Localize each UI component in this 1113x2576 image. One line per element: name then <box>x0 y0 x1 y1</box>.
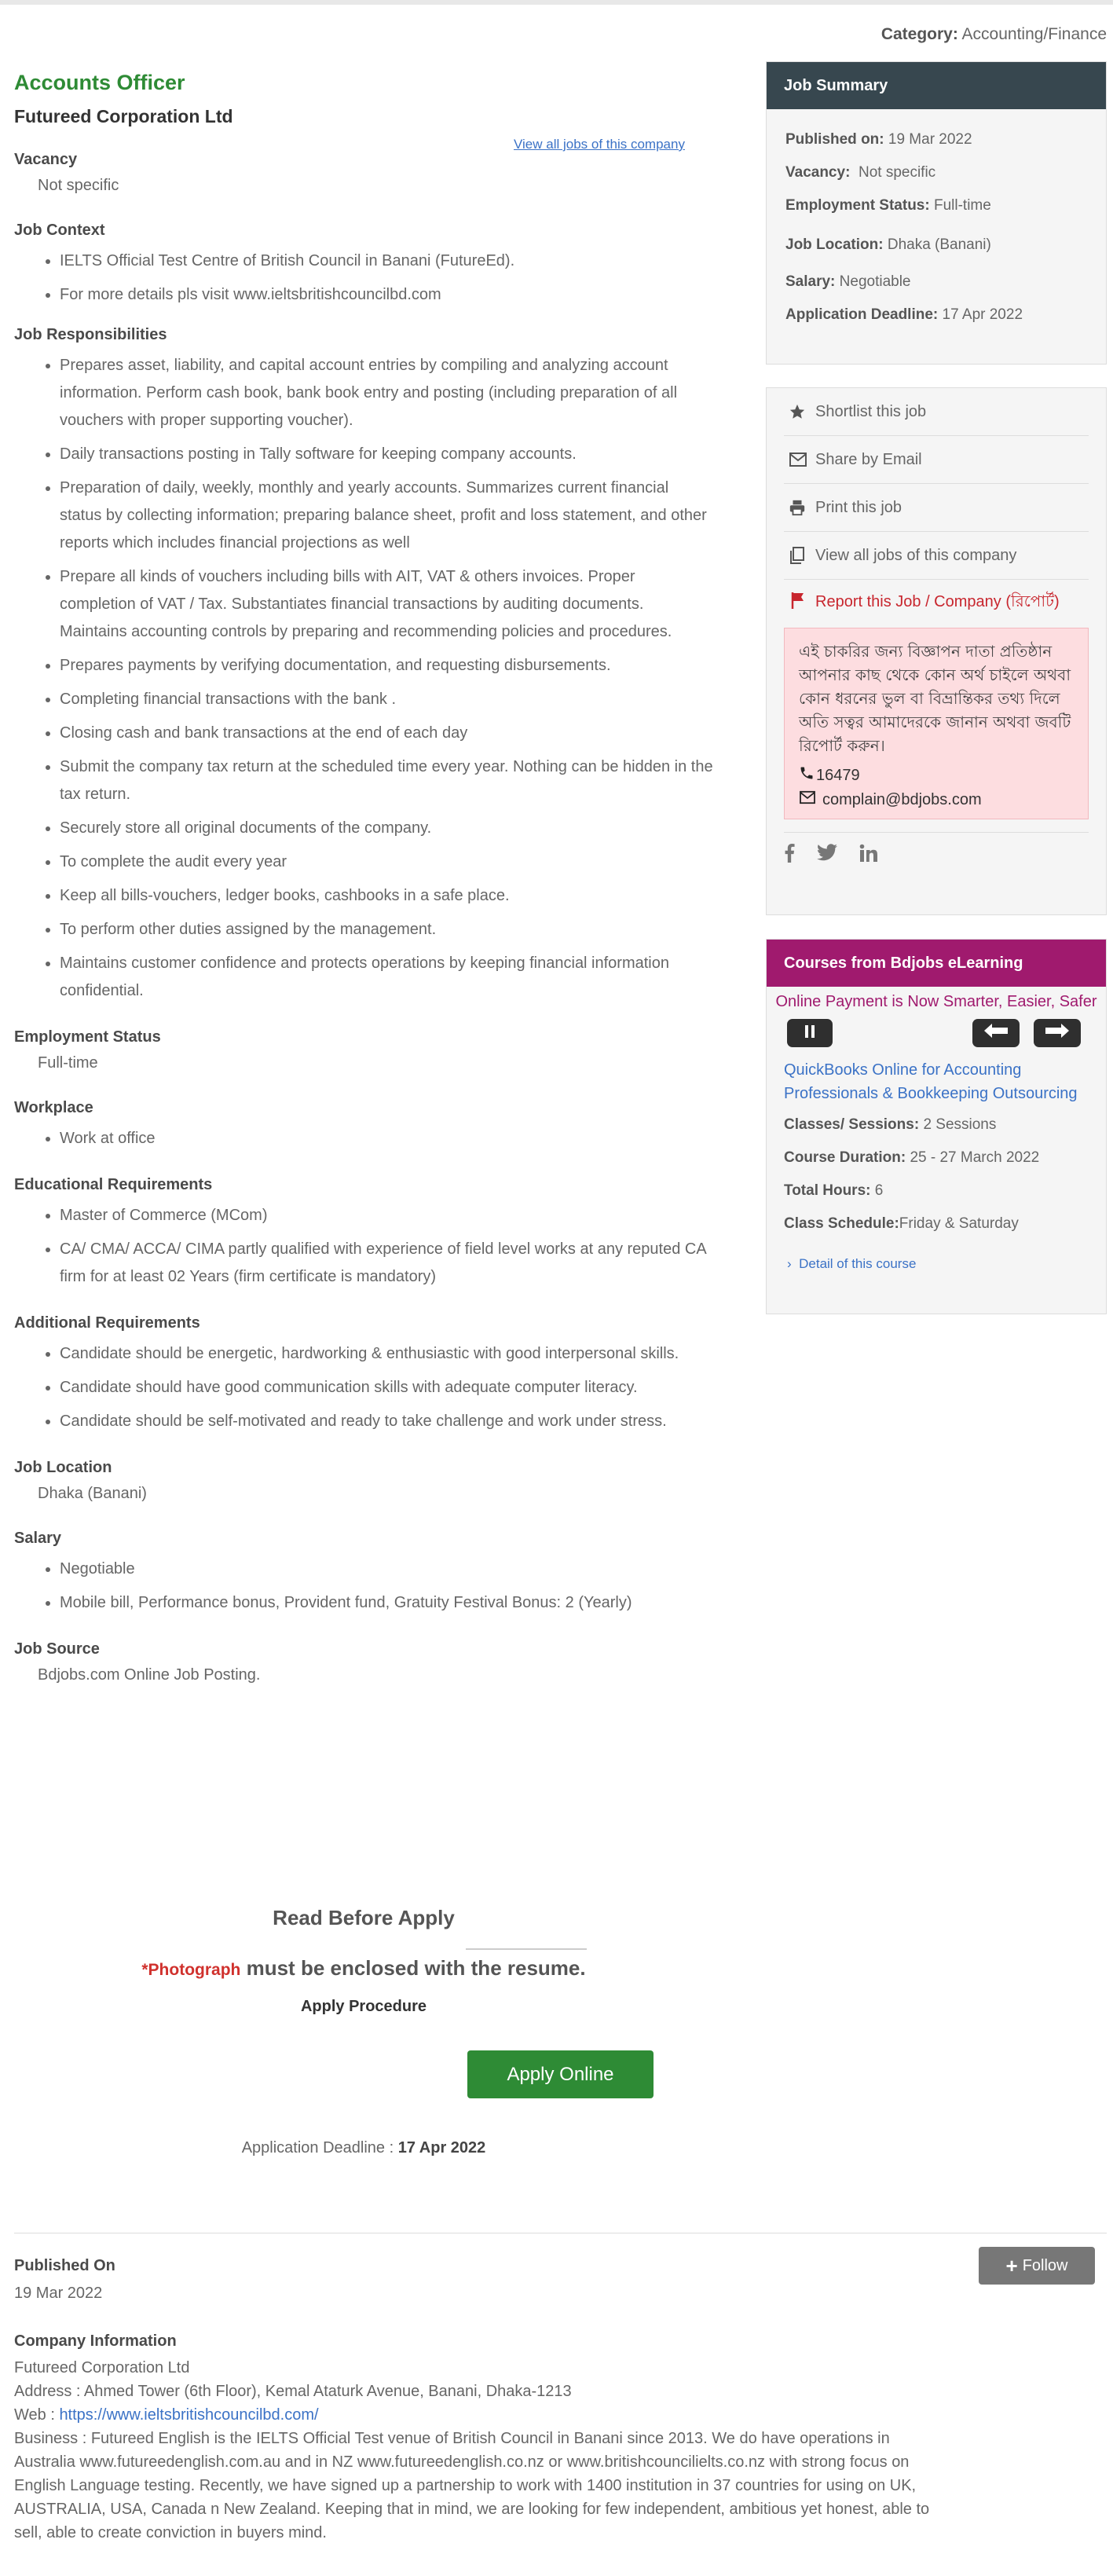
envelope-icon <box>784 452 815 467</box>
report-notice-text: এই চাকরির জন্য বিজ্ঞাপন দাতা প্রতিষ্ঠান আপনার কাছ থেকে কোন অর্থ চাইলে অথবা কোন ধরনের ভুল বা বিভ্রান্তিকর তথ্য দিলে অতি সত্বর আমাদেরকে জানান অথবা জবটি রিপোর্ট করুন। <box>799 642 1071 755</box>
envelope-icon <box>799 790 816 809</box>
section-title: Salary <box>14 1530 62 1547</box>
action-label: Share by Email <box>815 450 922 468</box>
list-item: • Mobile bill, Performance bonus, Provident fund, Gratuity Festival Bonus: 2 (Yearly) <box>60 1589 713 1617</box>
label: Web : <box>14 2406 60 2424</box>
prev-button[interactable] <box>972 1019 1020 1047</box>
company-information <box>14 2329 941 2545</box>
value: Friday & Saturday <box>899 1215 1019 1232</box>
arrow-right-icon <box>1044 1023 1071 1043</box>
list-item: • Submit the company tax return at the scheduled time every year. Nothing can be hidden in the tax return. <box>60 753 713 808</box>
social-share <box>784 832 1089 867</box>
section-title: Additional Requirements <box>14 1314 200 1332</box>
summary-deadline <box>767 306 1106 324</box>
course-hours <box>767 1182 1106 1200</box>
hotline <box>799 765 1074 786</box>
list-item: • Completing financial transactions with the bank . <box>60 686 713 713</box>
view-all-company-jobs-button[interactable] <box>784 532 1089 580</box>
job-summary-panel <box>766 61 1107 365</box>
courses-marquee: Online Payment is Now Smarter, Easier, Safer <box>775 993 1097 1010</box>
summary-salary <box>767 273 1106 291</box>
label: Application Deadline: <box>785 306 939 323</box>
course-title-link[interactable]: QuickBooks Online for Accounting Professionals & Bookkeeping Outsourcing <box>784 1061 1078 1102</box>
vacancy-value: Not specific <box>38 177 119 194</box>
summary-employment <box>767 197 1106 214</box>
action-label: View all jobs of this company <box>815 546 1017 564</box>
vacancy-section <box>14 151 713 195</box>
job-title: Accounts Officer <box>14 71 185 94</box>
label: Employment Status: <box>785 197 930 214</box>
apply-procedure-heading: Apply Procedure <box>300 1998 427 2015</box>
job-source-value: Bdjobs.com Online Job Posting. <box>38 1666 261 1684</box>
list-item: • CA/ CMA/ ACCA/ CIMA partly qualified with experience of field level works at any reputed CA firm for at least 02 Years (firm certificate is mandatory) <box>60 1236 713 1291</box>
printer-icon <box>784 499 815 516</box>
value: 17 Apr 2022 <box>942 306 1023 323</box>
section-title: Job Source <box>14 1640 100 1658</box>
list-item: • Daily transactions posting in Tally software for keeping company accounts. <box>60 441 713 468</box>
value: 19 Mar 2022 <box>888 131 972 148</box>
education-list <box>14 1202 713 1291</box>
summary-location <box>767 236 1106 254</box>
employment-value: Full-time <box>38 1054 98 1072</box>
job-location-value: Dhaka (Banani) <box>38 1485 147 1502</box>
value: Dhaka (Banani) <box>887 236 991 253</box>
hotline-number: 16479 <box>816 766 860 784</box>
photograph-notice-text: must be enclosed with the resume. <box>240 1956 586 1980</box>
value: 17 Apr 2022 <box>397 2139 486 2156</box>
star-icon <box>784 403 815 420</box>
list-item: • Preparation of daily, weekly, monthly and yearly accounts. Summarizes current financial status by collecting information; preparing balance sheet, profit and loss statement, and other reports which includes financial projections as well <box>60 475 713 557</box>
value: Negotiable <box>839 273 911 290</box>
education-section <box>14 1176 713 1291</box>
apply-online-button[interactable]: Apply Online <box>467 2050 654 2098</box>
list-item: • To perform other duties assigned by the management. <box>60 916 713 944</box>
value: 6 <box>874 1182 884 1199</box>
report-label: Report this Job / Company (রিপোর্ট) <box>815 593 1060 610</box>
list-item: • Master of Commerce (MCom) <box>60 1202 713 1229</box>
courses-panel <box>766 939 1107 1314</box>
list-item: • Candidate should have good communication skills with adequate computer literacy. <box>60 1374 713 1402</box>
section-title: Workplace <box>14 1099 93 1116</box>
share-email-button[interactable] <box>784 436 1089 484</box>
chevron-right-icon: › <box>787 1256 792 1271</box>
courses-title: Courses from Bdjobs eLearning <box>767 940 1106 987</box>
additional-requirements-section <box>14 1314 713 1435</box>
follow-button[interactable] <box>979 2247 1095 2285</box>
published-date: 19 Mar 2022 <box>14 2285 103 2302</box>
detail-label: Detail of this course <box>799 1256 917 1271</box>
print-job-button[interactable] <box>784 484 1089 532</box>
additional-list <box>14 1340 713 1435</box>
list-item: • Keep all bills-vouchers, ledger books, cashbooks in a safe place. <box>60 882 713 910</box>
facebook-icon[interactable] <box>784 844 795 867</box>
company-info-name: Futureed Corporation Ltd <box>14 2359 190 2376</box>
action-label: Print this job <box>815 498 902 516</box>
list-item: • Negotiable <box>60 1555 713 1583</box>
list-item: • Maintains customer confidence and protects operations by keeping financial information confidential. <box>60 950 713 1005</box>
label: Published on: <box>785 131 884 148</box>
plus-icon: + <box>1005 2254 1018 2277</box>
company-web <box>14 2403 941 2427</box>
read-before-apply-heading: Read Before Apply <box>273 1906 455 1929</box>
list-item: • IELTS Official Test Centre of British Council in Banani (FutureEd). <box>60 247 713 275</box>
shortlist-job-button[interactable] <box>784 388 1089 436</box>
category-value: Accounting/Finance <box>961 25 1107 43</box>
linkedin-icon[interactable] <box>859 844 878 867</box>
category-label: Category: <box>881 25 958 43</box>
course-duration <box>767 1149 1106 1167</box>
complain-email-address: complain@bdjobs.com <box>822 790 982 808</box>
company-info-title: Company Information <box>14 2332 177 2350</box>
course-sessions <box>767 1116 1106 1134</box>
summary-vacancy <box>767 164 1106 181</box>
pause-button[interactable] <box>787 1019 833 1047</box>
report-job-link[interactable] <box>784 580 1089 617</box>
phone-icon <box>799 765 815 786</box>
salary-section <box>14 1530 713 1617</box>
employment-status-section <box>14 1028 713 1072</box>
section-title: Employment Status <box>14 1028 161 1046</box>
job-category <box>881 25 1107 44</box>
list-item: • Securely store all original documents of the company. <box>60 815 713 842</box>
list-item: • Closing cash and bank transactions at the end of each day <box>60 720 713 747</box>
follow-label: Follow <box>1022 2256 1068 2274</box>
job-source-section <box>14 1640 713 1684</box>
label: Vacancy: <box>785 164 851 181</box>
label: Classes/ Sessions: <box>784 1116 920 1133</box>
context-list <box>14 247 713 309</box>
section-title: Vacancy <box>14 151 78 168</box>
top-border <box>0 0 1113 5</box>
list-item: • Prepares asset, liability, and capital account entries by compiling and analyzing account information. Perform cash book, bank book entry and posting (including preparation of all vouchers with proper supporting voucher). <box>60 352 713 434</box>
published-on <box>14 2257 115 2303</box>
twitter-icon[interactable] <box>817 844 837 867</box>
label: Total Hours: <box>784 1182 871 1199</box>
company-name: Futureed Corporation Ltd <box>14 106 233 126</box>
pause-icon <box>804 1024 815 1042</box>
label: Class Schedule: <box>784 1215 899 1232</box>
workplace-list <box>14 1125 713 1152</box>
action-label: Shortlist this job <box>815 402 927 420</box>
complain-email[interactable] <box>799 790 1074 809</box>
course-schedule <box>767 1215 1106 1233</box>
flag-icon <box>784 591 815 617</box>
job-actions-panel <box>766 387 1107 915</box>
list-item: • Prepare all kinds of vouchers including bills with AIT, VAT & others invoices. Proper completion of VAT / Tax. Substantiates financial transactions by auditing documents. Maintains accounting controls by preparing and recommending policies and procedures. <box>60 563 713 646</box>
photograph-required: *Photograph <box>141 1961 241 1979</box>
next-button[interactable] <box>1034 1019 1081 1047</box>
course-detail-link[interactable] <box>767 1256 1106 1272</box>
label: Salary: <box>785 273 836 290</box>
label: Course Duration: <box>784 1149 906 1166</box>
job-summary-title: Job Summary <box>767 62 1106 109</box>
application-deadline <box>14 2139 713 2157</box>
list-item: • Candidate should be self-motivated and ready to take challenge and work under stress. <box>60 1408 713 1435</box>
list-item: • Work at office <box>60 1125 713 1152</box>
summary-published <box>767 131 1106 148</box>
company-address: Address : Ahmed Tower (6th Floor), Kemal Ataturk Avenue, Banani, Dhaka-1213 <box>14 2383 572 2400</box>
salary-list <box>14 1555 713 1617</box>
report-notice <box>784 628 1089 819</box>
label: Application Deadline : <box>241 2139 398 2156</box>
responsibilities-list <box>14 352 713 1005</box>
responsibilities-section <box>14 326 713 1005</box>
list-item: • To complete the audit every year <box>60 848 713 876</box>
arrow-left-icon <box>983 1023 1009 1043</box>
carousel-controls <box>767 1016 1106 1052</box>
copy-icon <box>784 546 815 565</box>
section-title: Educational Requirements <box>14 1176 213 1193</box>
list-item: • For more details pls visit www.ieltsbritishcouncilbd.com <box>60 281 713 309</box>
workplace-section <box>14 1099 713 1152</box>
list-item: • Candidate should be energetic, hardworking & enthusiastic with good interpersonal skills. <box>60 1340 713 1368</box>
photograph-notice <box>14 1956 713 1981</box>
section-title: Job Responsibilities <box>14 326 167 343</box>
divider <box>466 1948 587 1950</box>
value: Not specific <box>858 164 936 181</box>
section-title: Job Location <box>14 1459 112 1476</box>
published-title: Published On <box>14 2257 115 2274</box>
company-web-link[interactable]: https://www.ieltsbritishcouncilbd.com/ <box>59 2406 319 2424</box>
value: 25 - 27 March 2022 <box>910 1149 1040 1166</box>
job-location-section <box>14 1459 713 1503</box>
view-all-jobs-link[interactable]: View all jobs of this company <box>514 137 685 152</box>
value: Full-time <box>933 197 991 214</box>
job-details <box>14 71 713 1684</box>
company-business: Business : Futureed English is the IELTS Official Test venue of British Council in Banani since 2013. We do have operations in Australia www.futureedenglish.com.au and in NZ www.futureedenglish.co.nz or www.britishcouncilielts.co.nz with strong focus on English Language testing. Recently, we have signed up a partnership to work with 1400 institution in 37 countries for using on UK, AUSTRALIA, USA, Canada n New Zealand. Keeping that in mind, we are looking for few independent, ambitious yet honest, able to sell, able to create conviction in buyers mind. <box>14 2430 930 2541</box>
job-context-section <box>14 222 713 309</box>
label: Job Location: <box>785 236 884 253</box>
list-item: • Prepares payments by verifying documentation, and requesting disbursements. <box>60 652 713 680</box>
section-title: Job Context <box>14 222 105 239</box>
value: 2 Sessions <box>923 1116 997 1133</box>
